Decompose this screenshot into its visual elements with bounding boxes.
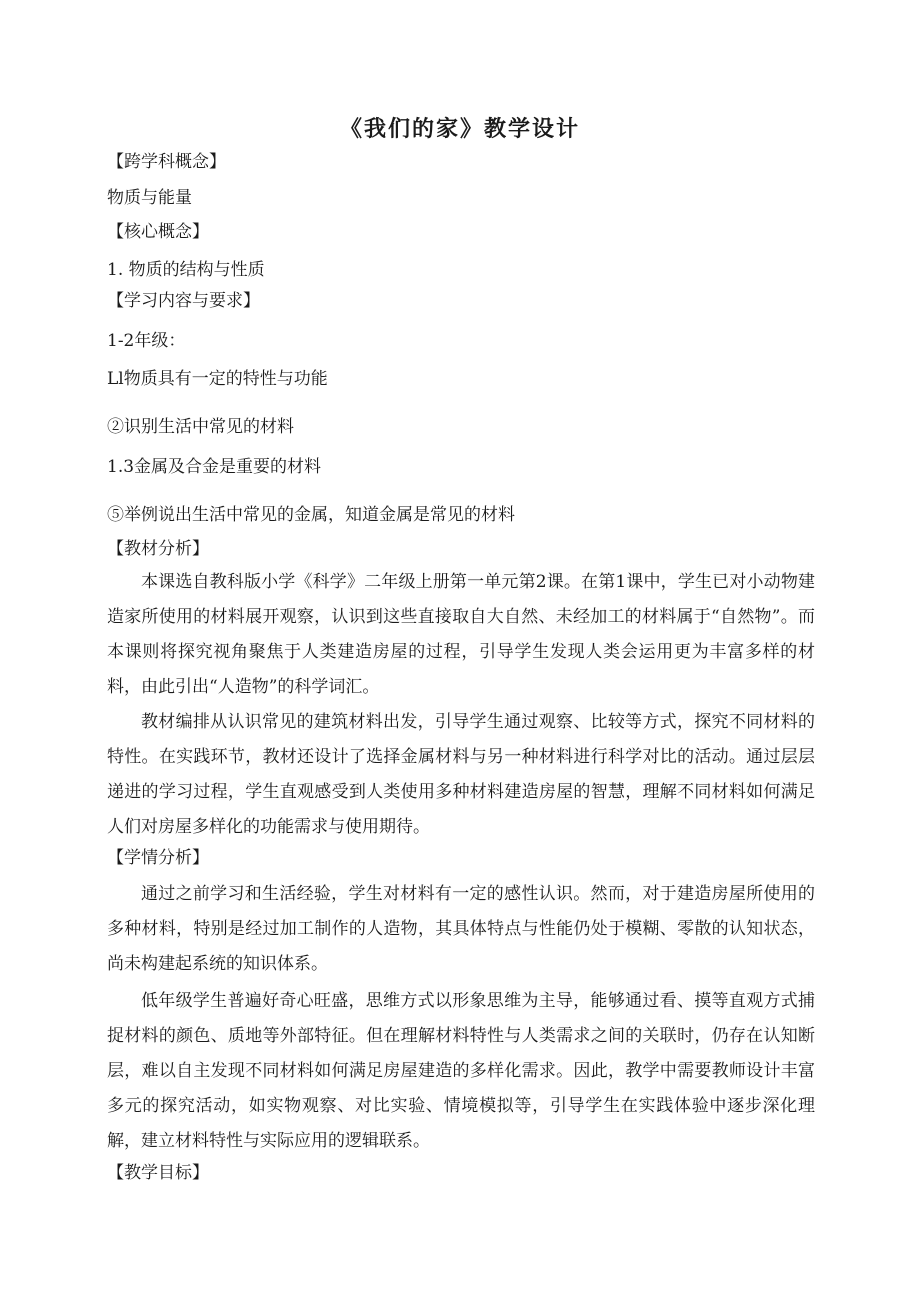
requirement-item: 1.3金属及合金是重要的材料 — [107, 457, 322, 477]
goals-heading: 【教学目标】 — [107, 1163, 209, 1183]
requirements-heading: 【学习内容与要求】 — [107, 291, 260, 311]
student-heading: 【学情分析】 — [107, 848, 209, 868]
crosscut-heading: 【跨学科概念】 — [107, 152, 226, 172]
textbook-paragraph: 本课选自教科版小学《科学》二年级上册第一单元第2课。在第1课中，学生已对小动物建造家所使用的材料展开观察，认识到这些直接取自大自然、未经加工的材料属于“自然物”。而本课则将探究视角聚焦于人类建造房屋的过程，引导学生发现人类会运用更为丰富多样的材料，由此引出“人造物”的科学词汇。 — [107, 572, 815, 697]
requirement-item: ②识别生活中常见的材料 — [107, 417, 294, 437]
crosscut-text: 物质与能量 — [107, 188, 192, 208]
requirement-item: Ll物质具有一定的特性与功能 — [107, 369, 328, 389]
student-paragraph: 通过之前学习和生活经验，学生对材料有一定的感性认识。然而，对于建造房屋所使用的多种材料，特别是经过加工制作的人造物，其具体特点与性能仍处于模糊、零散的认知状态，尚未构建起系统的知识体系。 — [107, 884, 815, 974]
core-heading: 【核心概念】 — [107, 222, 209, 242]
student-paragraph: 低年级学生普遍好奇心旺盛，思维方式以形象思维为主导，能够通过看、摸等直观方式捕捉材料的颜色、质地等外部特征。但在理解材料特性与人类需求之间的关联时，仍存在认知断层，难以自主发现不同材料如何满足房屋建造的多样化需求。因此，教学中需要教师设计丰富多元的探究活动，如实物观察、对比实验、情境模拟等，引导学生在实践体验中逐步深化理解，建立材料特性与实际应用的逻辑联系。 — [107, 991, 815, 1151]
core-text: 1. 物质的结构与性质 — [107, 260, 265, 280]
textbook-paragraph: 教材编排从认识常见的建筑材料出发，引导学生通过观察、比较等方式，探究不同材料的特性。在实践环节，教材还设计了选择金属材料与另一种材料进行科学对比的活动。通过层层递进的学习过程，学生直观感受到人类使用多种材料建造房屋的智慧，理解不同材料如何满足人们对房屋多样化的功能需求与使用期待。 — [107, 712, 815, 837]
document-title: 《我们的家》教学设计 — [339, 116, 580, 142]
textbook-heading: 【教材分析】 — [107, 539, 209, 559]
requirement-item: ⑤举例说出生活中常见的金属，知道金属是常见的材料 — [107, 505, 515, 525]
requirements-grade: 1-2年级： — [107, 331, 186, 351]
